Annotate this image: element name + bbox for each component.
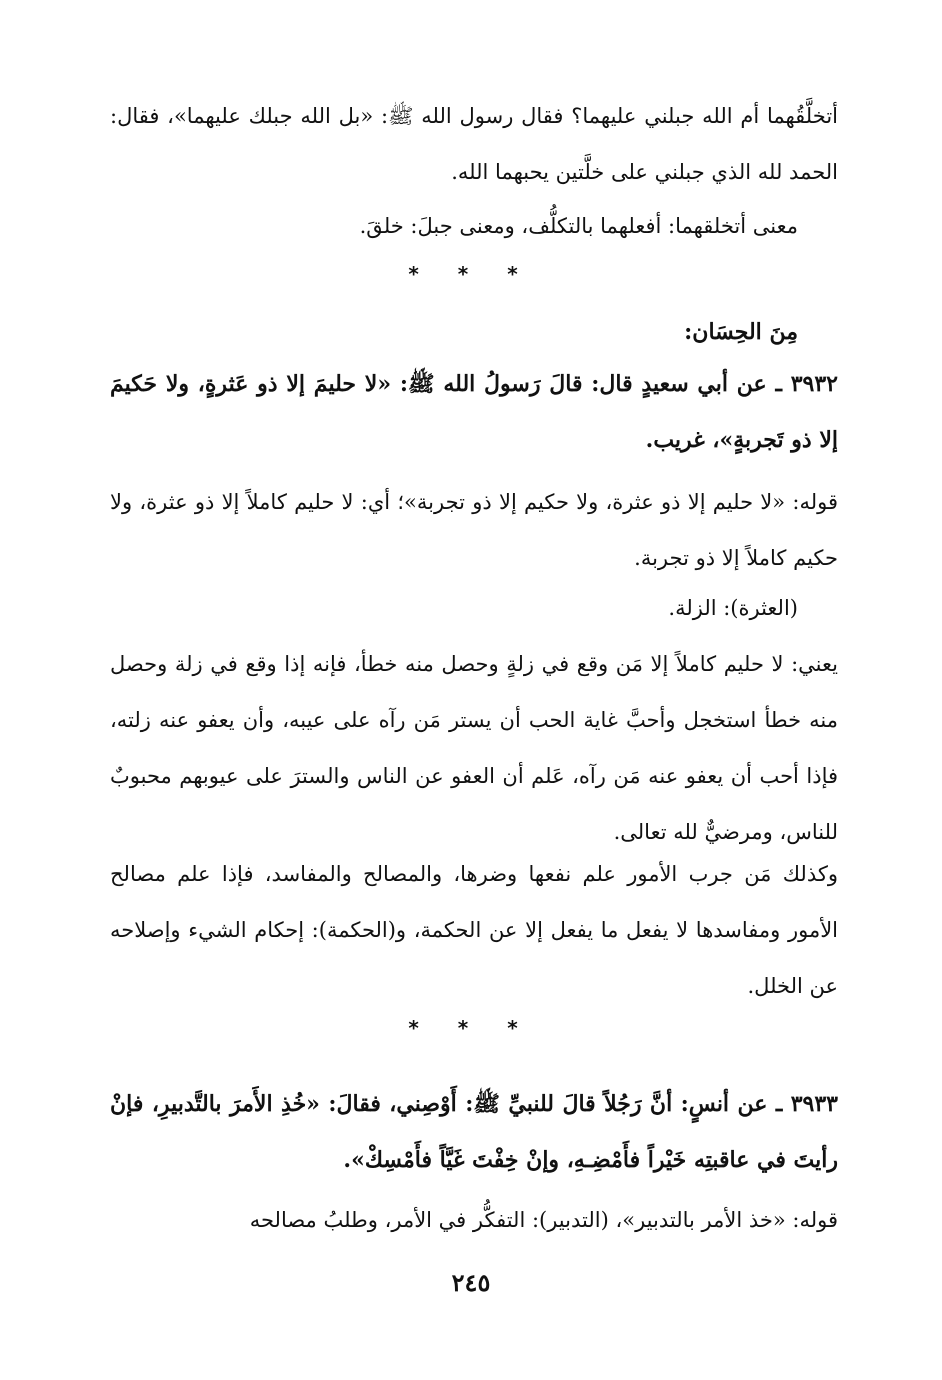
- hadith-3933: ٣٩٣٣ ـ عن أنسٍ: أنَّ رَجُلاً قالَ للنبيِّ ﷺ: أَوْصِني، فقالَ: «خُذِ الأَمرَ بالتَّدبيرِ، فإنْ رأيتَ في عاقبتِه خَيْراً فأَمْضِـهِ، وإنْ خِفْتَ غَيَّاً فأَمْسِكْ».: [110, 1091, 838, 1173]
- section-separator: * * *: [408, 1016, 534, 1040]
- section-heading: مِنَ الحِسَان:: [684, 319, 798, 345]
- explanation-paragraph: يعني: لا حليم كاملاً إلا مَن وقع في زلةٍ وحصل منه خطأ، فإنه إذا وقع في زلة وحصل منه خطأ استخجل وأحبَّ غاية الحب أن يستر مَن رآه على عيبه، وأن يعفو عنه زلته، فإذا أحب أن يعفو عنه مَن رآه، عَلم أن العفو عن الناس والسترَ على عيوبهم محبوبٌ للناس، ومرضيٌّ لله تعالى.: [110, 652, 838, 844]
- paragraph-hadith-end: أتخلَّقُهما أم الله جبلني عليهما؟ فقال رسول الله ﷺ: «بل الله جبلك عليهما»، فقال: الحمد لله الذي جبلني على خلَّتين يحبهما الله.: [110, 104, 838, 184]
- paragraph-definition: معنى أتخلقهما: أفعلهما بالتكلُّف، ومعنى جبلَ: خلقَ.: [359, 214, 798, 238]
- commentary-3933: قوله: «خذ الأمر بالتدبير»، (التدبير): التفكُّر في الأمر، وطلبُ مصالحه: [249, 1208, 838, 1232]
- section-separator: * * *: [408, 262, 534, 286]
- commentary-3932: قوله: «لا حليم إلا ذو عثرة، ولا حكيم إلا ذو تجربة»؛ أي: لا حليم كاملاً إلا ذو عثرة، ولا حكيم كاملاً إلا ذو تجربة.: [110, 490, 838, 570]
- wisdom-paragraph: وكذلك مَن جرب الأمور علم نفعها وضرها، والمصالح والمفاسد، فإذا علم مصالح الأمور ومفاسدها لا يفعل ما يفعل إلا عن الحكمة، و(الحكمة): إحكام الشيء وإصلاحه عن الخلل.: [110, 862, 838, 998]
- page-number: ٢٤٥: [451, 1268, 491, 1297]
- definition-athra: (العثرة): الزلة.: [668, 596, 798, 620]
- hadith-3932: ٣٩٣٢ ـ عن أبي سعيدٍ قال: قالَ رَسولُ الله ﷺ: «لا حليمَ إلا ذو عَثرةٍ، ولا حَكيمَ إلا ذو تَجربةٍ»، غريب.: [110, 371, 838, 453]
